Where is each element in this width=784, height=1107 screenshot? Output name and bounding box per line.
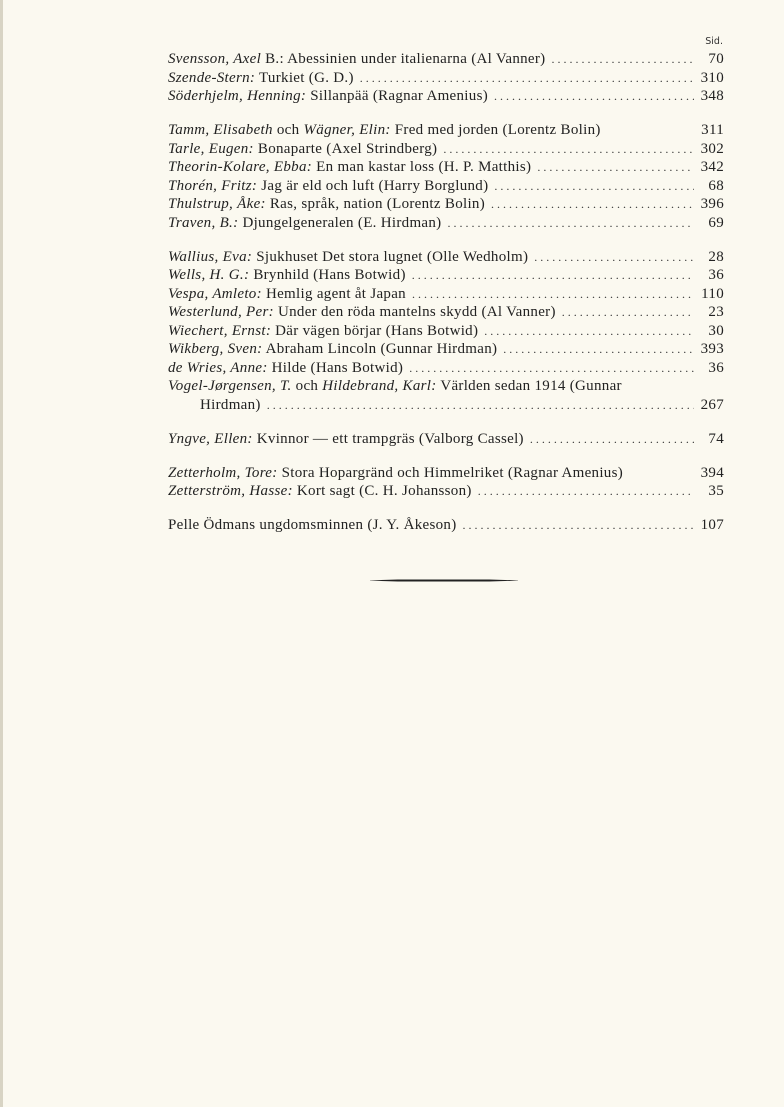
page-number: 36 [708,267,724,283]
dot-leader [491,195,694,214]
page-number: 396 [700,196,724,212]
dot-leader [478,482,694,501]
dot-leader [534,248,694,267]
page-number: 107 [700,517,724,533]
entry-text [168,285,406,304]
page-number: 348 [700,88,724,104]
index-group [168,516,724,535]
index-entry [168,516,724,535]
entry-author: Vespa, Amleto: [168,285,262,302]
dot-leader [463,516,694,535]
entry-title: Sjukhuset Det stora lugnet (Olle Wedholm) [252,248,529,265]
entry-text [168,50,545,69]
entry-title: Där vägen börjar (Hans Botwid) [271,322,479,339]
entry-author: Hildebrand, Karl: [322,378,437,394]
entry-author: Wells, H. G.: [168,267,250,283]
entry-text [168,464,623,483]
entry-title: Bonaparte (Axel Strindberg) [253,140,438,157]
index-entry [168,266,724,285]
dot-leader [494,177,694,196]
entry-author: Tamm, Elisabeth [168,122,273,138]
index-entry [168,177,724,196]
entry-text [168,303,556,322]
entry-author: Thulstrup, Åke: [168,196,266,212]
page-number: 30 [708,322,724,339]
entry-author: de Wries, Anne: [168,359,268,376]
entry-title: Ras, språk, nation (Lorentz Bolin) [265,196,486,212]
entry-title: och [272,122,304,138]
entry-author: Wägner, Elin: [303,122,391,138]
index-entry [168,140,724,159]
page-number: 342 [700,159,724,175]
closing-rule [370,579,518,582]
entry-text [168,87,488,106]
entry-author: Szende-Stern: [168,69,256,86]
index-entry [168,248,724,267]
entry-author: Tarle, Eugen: [168,140,254,157]
dot-leader [551,50,694,69]
index-group [168,50,724,106]
index-group [168,464,724,501]
entry-text [168,322,478,341]
page-number: 302 [700,140,724,157]
index-entry [168,340,724,359]
entry-title: Turkiet (G. D.) [255,69,354,86]
entry-author: Westerlund, Per: [168,304,274,320]
page-number: 311 [701,122,724,138]
index-entry-continuation [168,396,724,415]
entry-title: och [291,378,323,394]
dot-leader [409,359,694,378]
page-number: 28 [708,248,724,265]
entry-title: Pelle Ödmans ungdomsminnen (J. Y. Åkeson) [168,517,457,533]
entry-author: Yngve, Ellen: [168,430,253,447]
entry-author: Thorén, Fritz: [168,177,258,194]
page-number: 68 [708,177,724,194]
dot-leader [484,322,694,341]
page-number: 69 [708,214,724,231]
index-entry [168,430,724,449]
entry-title: En man kastar loss (H. P. Matthis) [312,159,532,175]
page-number: 394 [700,464,724,481]
entry-text [168,121,601,140]
index-entry [168,158,724,177]
entry-text [168,140,437,159]
entry-title: Kvinnor — ett trampgräs (Valborg Cassel) [252,430,524,447]
entry-title: Hilde (Hans Botwid) [267,359,404,376]
entry-title: Brynhild (Hans Botwid) [249,267,406,283]
index-entry [168,464,724,483]
index-entry [168,285,724,304]
index-group [168,430,724,449]
dot-leader [267,396,694,415]
dot-leader [447,214,694,233]
entry-text [168,214,441,233]
entry-title: Under den röda mantelns skydd (Al Vanner) [273,304,556,320]
index-list [168,50,724,535]
entry-title: Stora Hopargränd och Himmelriket (Ragnar Amenius) [277,464,624,481]
page-number: 70 [708,51,724,67]
entry-text [168,340,497,359]
entry-author: Zetterholm, Tore: [168,464,278,481]
page-edge [0,0,3,1107]
index-entry [168,50,724,69]
page-number: 74 [708,430,724,447]
dot-leader [412,285,694,304]
entry-text [168,158,531,177]
dot-leader [443,140,694,159]
index-entry [168,69,724,88]
dot-leader [530,430,694,449]
index-entry [168,87,724,106]
page-column-label: Sid. [705,36,723,47]
dot-leader [562,303,694,322]
entry-text [168,482,472,501]
entry-title: Djungelgeneralen (E. Hirdman) [238,214,442,231]
entry-author: Wikberg, Sven: [168,341,263,357]
entry-author: Vogel-Jørgensen, T. [168,378,292,394]
entry-author: Söderhjelm, Henning: [168,88,307,104]
entry-title: Sillanpää (Ragnar Amenius) [306,88,489,104]
page-number: 36 [708,359,724,376]
dot-leader [494,87,694,106]
index-entry [168,303,724,322]
page-number: 310 [700,69,724,86]
index-entry [168,195,724,214]
entry-text [168,377,622,396]
dot-leader [537,158,694,177]
entry-title: Hemlig agent åt Japan [261,285,406,302]
entry-author: Wallius, Eva: [168,248,253,265]
entry-title: Fred med jorden (Lorentz Bolin) [390,122,601,138]
index-group [168,121,724,232]
entry-text [168,516,457,535]
entry-author: Svensson, Axel [168,51,262,67]
entry-author: Zetterström, Hasse: [168,483,293,499]
page-number: 267 [700,396,724,413]
page-number: 110 [701,285,724,302]
entry-text [168,430,524,449]
entry-text [168,359,403,378]
entry-title: Hirdman) [200,396,261,413]
entry-text [168,266,406,285]
entry-title: Abraham Lincoln (Gunnar Hirdman) [262,341,498,357]
page-number: 35 [708,483,724,499]
index-entry [168,482,724,501]
entry-text [168,248,528,267]
index-entry [168,322,724,341]
entry-text [168,69,354,88]
entry-author: Wiechert, Ernst: [168,322,272,339]
entry-title: Jag är eld och luft (Harry Borglund) [257,177,489,194]
page-number: 23 [708,304,724,320]
page-number: 393 [700,341,724,357]
entry-author: Theorin-Kolare, Ebba: [168,159,313,175]
entry-title: Kort sagt (C. H. Johansson) [292,483,472,499]
dot-leader [360,69,694,88]
index-group [168,248,724,415]
dot-leader [503,340,694,359]
index-entry [168,214,724,233]
entry-text [168,177,488,196]
entry-author: Traven, B.: [168,214,239,231]
entry-title: B.: Abessinien under italienarna (Al Vanner) [261,51,546,67]
index-entry [168,359,724,378]
dot-leader [412,266,694,285]
entry-text [168,195,485,214]
index-entry [168,121,724,140]
index-entry [168,377,724,396]
entry-title: Världen sedan 1914 (Gunnar [436,378,622,394]
